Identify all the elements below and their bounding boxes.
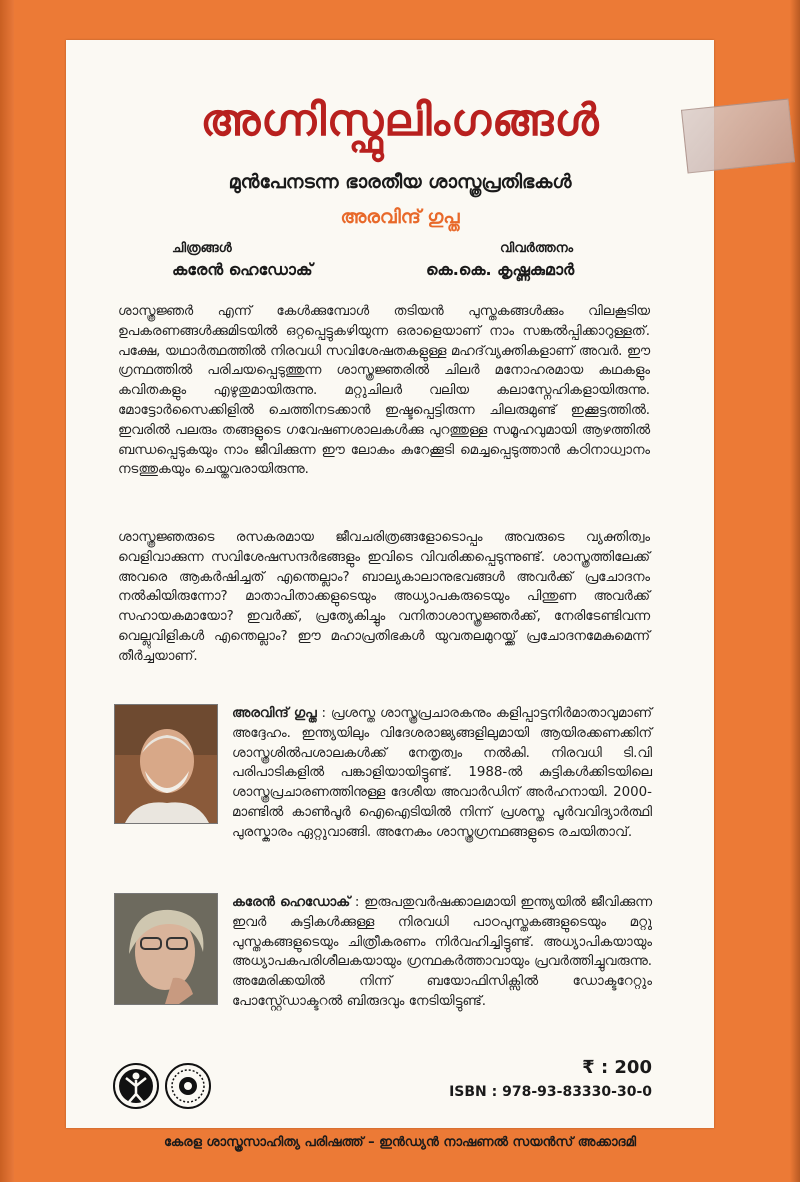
description-paragraph-2: ശാസ്ത്രജ്ഞരുടെ രസകരമായ ജീവചരിത്രങ്ങളോടൊപ്പം അവരുടെ വ്യക്തിത്വം വെളിവാക്കുന്ന സവിശേഷസന്ദർഭങ്ങളും ഇവിടെ വിവരിക്കപ്പെടുന്നുണ്ട്. ശാസ്ത്രത്തിലേക്ക് അവരെ ആകർഷിച്ചത് എന്തെല്ലാം? ബാല്യകാലാനുഭവങ്ങൾ അവർക്ക് പ്രചോദനം നൽകിയിരുന്നോ? മാതാപിതാക്കളുടെയും അധ്യാപകരുടെയും പിന്തുണ അവർക്ക് സഹായകമായോ? ഇവർക്ക്, പ്രത്യേകിച്ചും വനിതാശാസ്ത്രജ്ഞർക്ക്, നേരിടേണ്ടിവന്ന വെല്ലുവിളികൾ എന്തെല്ലാം? ഈ മഹാപ്രതിഭകൾ യുവതലമുറയ്ക്ക് പ്രചോദനമേകുമെന്ന് തീർച്ചയാണ്. (118, 530, 650, 664)
isbn: ISBN : 978-93-83330-30-0 (449, 1084, 652, 1100)
illustrator-bio (232, 893, 652, 1012)
description-paragraph-1: ശാസ്ത്രജ്ഞർ എന്ന് കേൾക്കുമ്പോൾ തടിയൻ പുസ്തകങ്ങൾക്കും വിലകൂടിയ ഉപകരണങ്ങൾക്കുമിടയിൽ ഒറ്റപ്പെട്ടുകഴിയുന്ന ഒരാളെയാണ് നാം സങ്കൽപ്പിക്കാറുള്ളത്. പക്ഷേ, യഥാർത്ഥത്തിൽ നിരവധി സവിശേഷതകളുള്ള മഹദ്‌വ്യക്തികളാണ് അവർ. ഈ ഗ്രന്ഥത്തിൽ പരിചയപ്പെടുത്തുന്ന ശാസ്ത്രജ്ഞരിൽ ചിലർ മനോഹരമായ കഥകളും കവിതകളും എഴുതുമായിരുന്നു. മറ്റുചിലർ വലിയ കലാസ്നേഹികളായിരുന്നു. മോട്ടോർസൈക്കിളിൽ ചെത്തിനടക്കാൻ ഇഷ്ടപ്പെട്ടിരുന്ന ചിലരുമുണ്ട് ഇക്കൂട്ടത്തിൽ. ഇവരിൽ പലരും തങ്ങളുടെ ഗവേഷണശാലകൾക്കു പുറത്തുള്ള സമൂഹവുമായി ആഴത്തിൽ ബന്ധപ്പെടുകയും നാം ജീവിക്കുന്ന ഈ ലോകം കുറേക്കൂടി മെച്ചപ്പെടുത്താൻ കഠിനാധ്വാനം നടത്തുകയും ചെയ്തവരായിരുന്നു. (118, 304, 650, 478)
illustrator-photo (114, 893, 218, 1005)
illustrator-name: കരേൻ ഹെഡോക് (172, 260, 313, 279)
illustrations-label: ചിത്രങ്ങൾ (172, 241, 232, 256)
author-bio (232, 704, 652, 843)
price: ₹ : 200 (582, 1057, 652, 1078)
book-subtitle: മുൻപേനടന്ന ഭാരതീയ ശാസ്ത്രപ്രതിഭകൾ (228, 171, 572, 193)
author-bio-text: : പ്രശസ്ത ശാസ്ത്രപ്രചാരകനും കളിപ്പാട്ടനിർമാതാവുമാണ് അദ്ദേഹം. ഇന്ത്യയിലും വിദേശരാജ്യങ്ങളിലുമായി ആയിരക്കണക്കിന് ശാസ്ത്രശിൽപശാലകൾക്ക് നേതൃത്വം നൽകി. നിരവധി ടി.വി പരിപാടികളിൽ പങ്കാളിയായിട്ടുണ്ട്. 1988-ൽ കുട്ടികൾക്കിടയിലെ ശാസ്ത്രപ്രചാരണത്തിനുള്ള ദേശീയ അവാർഡിന് അർഹനായി. 2000-മാണ്ടിൽ കാൺപൂർ ഐഐടിയിൽ നിന്ന് പ്രശസ്ത പൂർവവിദ്യാർത്ഥി പുരസ്കാരം ഏറ്റുവാങ്ങി. അനേകം ശാസ്ത്രഗ്രന്ഥങ്ങളുടെ രചയിതാവ്. (232, 706, 652, 840)
author-bio-name: അരവിന്ദ് ഗുപ്ത (232, 706, 317, 721)
publishers-line: കേരള ശാസ്ത്രസാഹിത്യ പരിഷത്ത് – ഇൻഡ്യൻ നാഷണൽ സയൻസ് അക്കാദമി (163, 1135, 637, 1150)
translator-name: കെ.കെ. കൃഷ്ണകുമാർ (426, 260, 575, 279)
illustrator-bio-text: : ഇരുപതുവർഷക്കാലമായി ഇന്ത്യയിൽ ജീവിക്കുന്ന ഇവർ കുട്ടികൾക്കുള്ള നിരവധി പാഠപുസ്തകങ്ങളുടെയും മറ്റു പുസ്തകങ്ങളുടെയും ചിത്രീകരണം നിർവഹിച്ചിട്ടുണ്ട്. അധ്യാപികയായും അധ്യാപകപരിശീലകയായും ഗ്രന്ഥകർത്താവായും പ്രവർത്തിച്ചുവരുന്നു. അമേരിക്കയിൽ നിന്ന് ബയോഫിസിക്സിൽ ഡോക്ടറേറ്റും പോസ്റ്റ്ഡോക്ടറൽ ബിരുദവും നേടിയിട്ടുണ്ട്. (232, 895, 653, 1009)
kssp-logo-icon (112, 1062, 160, 1110)
translation-label: വിവർത്തനം (500, 241, 574, 256)
book-author: അരവിന്ദ് ഗുപ്ത (340, 206, 460, 228)
illustrator-bio-name: കരേൻ ഹെഡോക് (232, 895, 351, 910)
author-photo (114, 704, 218, 824)
book-title: അഗ്നിസ്ഫുലിംഗങ്ങൾ (200, 95, 600, 146)
insa-seal-icon (164, 1062, 212, 1110)
